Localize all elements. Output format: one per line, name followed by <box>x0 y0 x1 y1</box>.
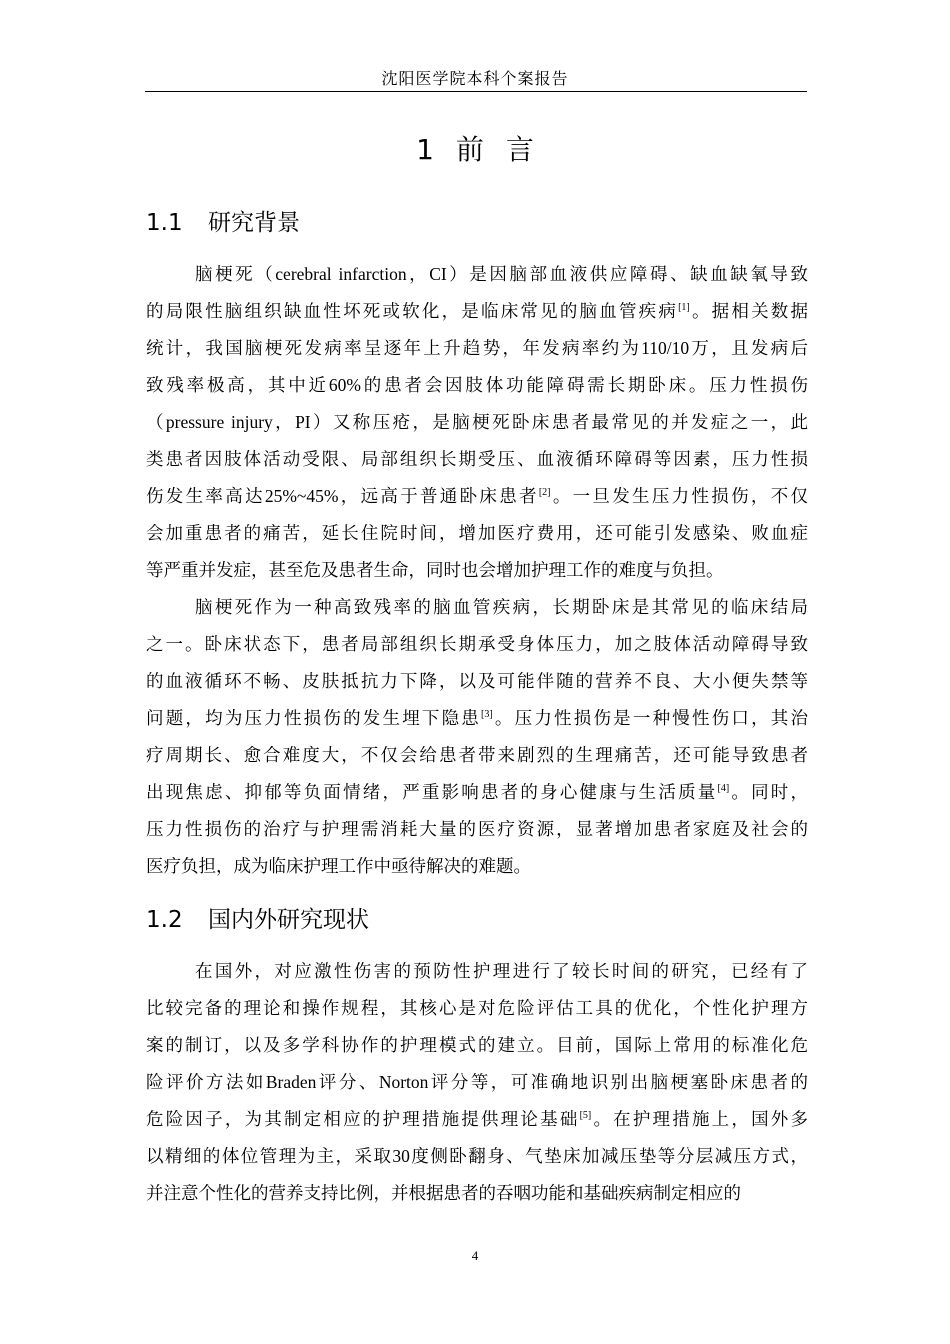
text-line: 疗周期长、愈合难度大，不仅会给患者带来剧烈的生理痛苦，还可能导致患者 <box>146 745 808 765</box>
paragraph <box>146 256 808 589</box>
paragraph <box>146 953 808 1212</box>
text-line: 的局限性脑组织缺血性坏死或软化，是临床常见的脑血管疾病[1]。据相关数据 <box>146 301 809 321</box>
text-line: 伤发生率高达25%~45%，远高于普通卧床患者[2]。一旦发生压力性损伤，不仅 <box>146 486 809 506</box>
section-title: 研究背景 <box>208 210 300 236</box>
text-line: 的血液循环不畅、皮肤抵抗力下降，以及可能伴随的营养不良、大小便失禁等 <box>146 671 808 691</box>
text-line: 案的制订，以及多学科协作的护理模式的建立。目前，国际上常用的标准化危 <box>146 1035 808 1055</box>
text-line: （pressure injury，PI）又称压疮，是脑梗死卧床患者最常见的并发症之一，此 <box>146 412 808 432</box>
text-line: 出现焦虑、抑郁等负面情绪，严重影响患者的身心健康与生活质量[4]。同时， <box>146 782 808 802</box>
chapter-number: 1 <box>416 133 434 166</box>
text-line: 之一。卧床状态下，患者局部组织长期承受身体压力，加之肢体活动障碍导致 <box>146 634 808 654</box>
section-number: 1.1 <box>146 210 183 236</box>
header-rule <box>145 91 807 92</box>
text-line: 险评价方法如Braden评分、Norton评分等，可准确地识别出脑梗塞卧床患者的 <box>146 1072 808 1092</box>
paragraph <box>146 589 808 885</box>
section-title: 国内外研究现状 <box>208 907 369 933</box>
text-line: 并注意个性化的营养支持比例，并根据患者的吞咽功能和基础疾病制定相应的 <box>146 1183 741 1203</box>
text-line: 会加重患者的痛苦，延长住院时间，增加医疗费用，还可能引发感染、败血症 <box>146 523 808 543</box>
citation-ref: [3] <box>481 709 493 720</box>
text-line: 医疗负担，成为临床护理工作中亟待解决的难题。 <box>146 856 531 876</box>
section-heading <box>146 207 300 239</box>
text-line: 以精细的体位管理为主，采取30度侧卧翻身、气垫床加减压垫等分层减压方式， <box>146 1146 808 1166</box>
text-line: 比较完备的理论和操作规程，其核心是对危险评估工具的优化，个性化护理方 <box>146 998 808 1018</box>
running-header: 沈阳医学院本科个案报告 <box>381 69 569 88</box>
text-line: 类患者因肢体活动受限、局部组织长期受压、血液循环障碍等因素，压力性损 <box>146 449 808 469</box>
text-line: 危险因子，为其制定相应的护理措施提供理论基础[5]。在护理措施上，国外多 <box>146 1109 809 1129</box>
citation-ref: [2] <box>538 487 551 498</box>
text-line: 压力性损伤的治疗与护理需消耗大量的医疗资源，显著增加患者家庭及社会的 <box>146 819 808 839</box>
text-line: 问题，均为压力性损伤的发生埋下隐患[3]。压力性损伤是一种慢性伤口，其治 <box>146 708 809 728</box>
page-number: 4 <box>471 1248 479 1263</box>
section-body <box>146 256 808 885</box>
chapter-heading: 前言 <box>455 133 556 166</box>
citation-ref: [5] <box>579 1110 592 1121</box>
citation-ref: [1] <box>678 302 690 313</box>
chapter-title <box>0 128 950 172</box>
text-line: 脑梗死（cerebral infarction，CI）是因脑部血液供应障碍、缺血缺氧导致 <box>195 264 808 284</box>
section-heading <box>146 904 369 936</box>
section-body <box>146 953 808 1212</box>
citation-ref: [4] <box>717 783 730 794</box>
section-number: 1.2 <box>146 907 183 933</box>
text-line: 等严重并发症，甚至危及患者生命，同时也会增加护理工作的难度与负担。 <box>146 560 724 580</box>
text-line: 脑梗死作为一种高致残率的脑血管疾病，长期卧床是其常见的临床结局 <box>195 597 808 617</box>
text-line: 在国外，对应激性伤害的预防性护理进行了较长时间的研究，已经有了 <box>195 961 808 981</box>
text-line: 致残率极高，其中近60%的患者会因肢体功能障碍需长期卧床。压力性损伤 <box>146 375 808 395</box>
text-line: 统计，我国脑梗死发病率呈逐年上升趋势，年发病率约为110/10万，且发病后 <box>146 338 808 358</box>
